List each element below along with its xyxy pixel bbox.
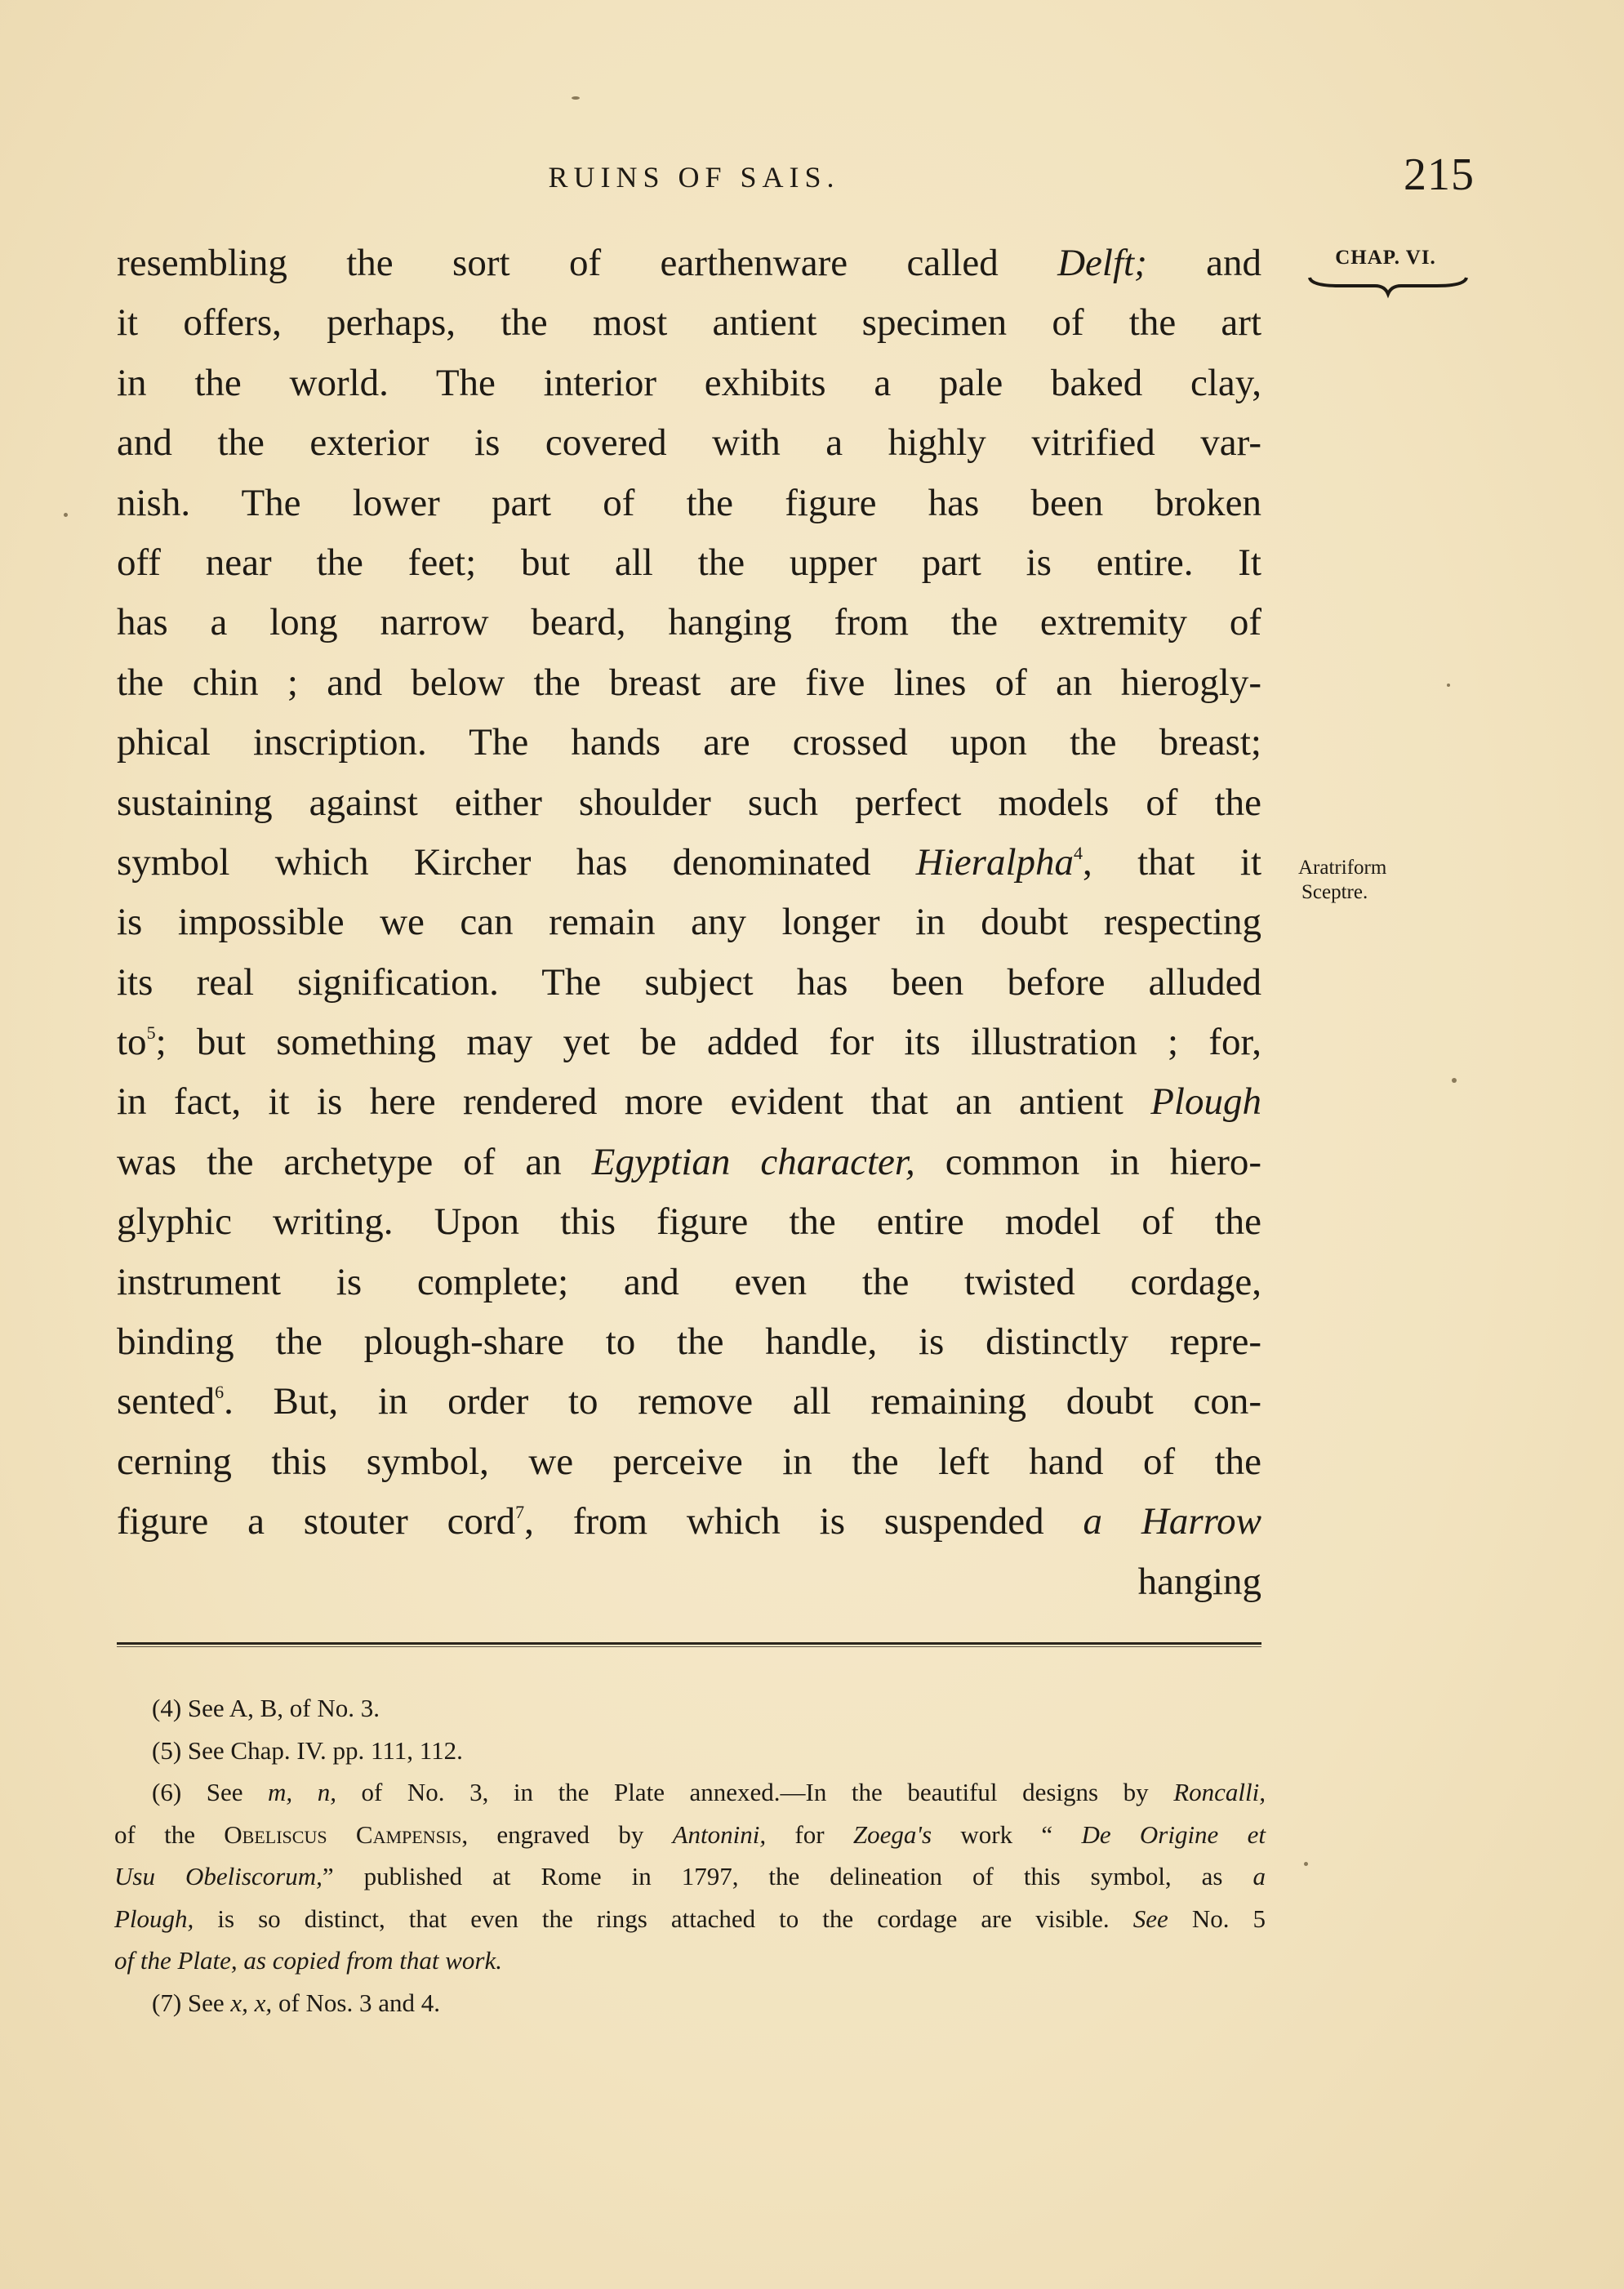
footnotes: [114, 1687, 1266, 2024]
footnote-5: (5) See Chap. IV. pp. 111, 112.: [152, 1735, 463, 1765]
footnote-6-cont: of the Plate, as copied from that work.: [114, 1946, 502, 1975]
paper-speck: [1452, 1078, 1457, 1083]
footnote-6-cont: Usu Obeliscorum,” published at Rome in 1797, the delineation of this symbol, as a: [114, 1862, 1266, 1890]
text-line: has a long narrow beard, hanging from the extremity of: [117, 601, 1261, 644]
text-line: symbol which Kircher has denominated Hieralpha$^4$, that it: [117, 840, 1261, 884]
text-line: phical inscription. The hands are crossed upon the breast;: [117, 721, 1261, 764]
chapter-brace-ornament: [1306, 274, 1470, 299]
text-line: the chin ; and below the breast are five lines of an hierogly-: [117, 661, 1261, 704]
footnote-rule: [117, 1642, 1261, 1645]
text-line: in fact, it is here rendered more evident that an antient Plough: [117, 1080, 1261, 1124]
text-line: glyphic writing. Upon this figure the entire model of the: [117, 1200, 1261, 1244]
footnote-4: (4) See A, B, of No. 3.: [152, 1694, 380, 1722]
footnote-7: (7) See x, x, of Nos. 3 and 4.: [152, 1988, 440, 2017]
marginal-note: [1298, 856, 1445, 905]
chapter-label: CHAP. VI.: [1335, 247, 1436, 269]
text-line: off near the feet; but all the upper part is entire. It: [117, 541, 1261, 584]
text-line: it offers, perhaps, the most antient specimen of the art: [117, 301, 1261, 345]
text-line: binding the plough-share to the handle, is distinctly repre-: [117, 1320, 1261, 1364]
footnote-6: (6) See m, n, of No. 3, in the Plate annexed.—In the beautiful designs by Roncalli,: [152, 1778, 1266, 1806]
paper-speck: [1304, 1862, 1308, 1866]
text-line: was the archetype of an Egyptian character, common in hiero-: [117, 1140, 1261, 1183]
text-line: resembling the sort of earthenware called Delft; and: [117, 242, 1261, 284]
text-line: instrument is complete; and even the twisted cordage,: [117, 1260, 1261, 1303]
footnote-rule-thin: [117, 1646, 1261, 1647]
text-line: nish. The lower part of the figure has been broken: [117, 481, 1261, 524]
footnote-ref-4[interactable]: 4: [1074, 842, 1083, 863]
text-line: cerning this symbol, we perceive in the left hand of the: [117, 1440, 1261, 1483]
text-line: $to^5$; but something may yet be added for its illustration ; for,: [117, 1021, 1261, 1064]
body-text: [117, 234, 1261, 1612]
footnote-ref-7[interactable]: 7: [515, 1502, 525, 1523]
text-line: is impossible we can remain any longer in doubt respecting: [117, 901, 1261, 944]
footnote-6-cont: Plough, is so distinct, that even the rings attached to the cordage are visible. See No. 5: [114, 1904, 1266, 1933]
paper-speck: [1447, 684, 1450, 687]
text-line: and the exterior is covered with a highly vitrified var-: [117, 421, 1261, 465]
text-line: figure a stouter cord$^7$, from which is suspended a Harrow: [117, 1500, 1262, 1543]
text-line: sented$^6$. But, in order to remove all remaining doubt con-: [117, 1380, 1261, 1423]
page-number: 215: [1404, 149, 1475, 200]
catchword: hanging: [1137, 1560, 1261, 1603]
footnote-6-cont: of the Obeliscus Campensis, engraved by Antonini, for Zoega's work “ De Origine et: [114, 1819, 1266, 1849]
footnote-ref-5[interactable]: 5: [146, 1022, 156, 1044]
marginal-note-line-1: Aratriform: [1298, 857, 1387, 879]
text-line: its real signification. The subject has been before alluded: [117, 960, 1261, 1004]
footnote-ref-6[interactable]: 6: [215, 1382, 225, 1403]
paper-speck: [64, 513, 68, 517]
text-line: sustaining against either shoulder such perfect models of the: [117, 781, 1261, 824]
marginal-note-line-2: Sceptre.: [1301, 881, 1368, 903]
text-line: in the world. The interior exhibits a pale baked clay,: [117, 361, 1261, 404]
running-title: RUINS OF SAIS.: [548, 161, 840, 194]
paper-speck: [572, 96, 580, 100]
